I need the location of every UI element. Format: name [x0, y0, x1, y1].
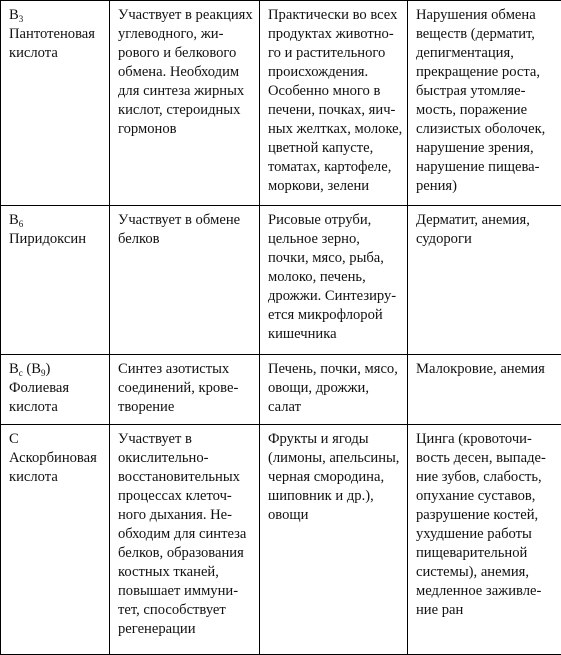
deficiency-line: слизистых оболочек,: [416, 120, 557, 139]
role-line: белков: [118, 230, 255, 249]
table-row: [1, 1, 561, 206]
deficiency-line: разрушение костей,: [416, 506, 557, 525]
deficiency-line: быстрая утомляе-: [416, 82, 557, 101]
sources-cell: [260, 1, 408, 206]
deficiency-line: вость десен, выпаде-: [416, 449, 557, 468]
vitamin-name-line: Аскорбиновая: [9, 449, 105, 468]
role-line: Синтез азотистых: [118, 360, 255, 379]
role-line: гормонов: [118, 120, 255, 139]
sources-line: шиповник и др.),: [268, 487, 403, 506]
vitamin-name-line: кислота: [9, 468, 105, 487]
vitamin-cell: [1, 355, 110, 425]
sources-line: дрожжи. Синтезиру-: [268, 287, 403, 306]
deficiency-line: депигментация,: [416, 44, 557, 63]
role-cell: [110, 425, 260, 655]
vitamin-cell: [1, 206, 110, 355]
deficiency-line: судороги: [416, 230, 557, 249]
role-line: окислительно-: [118, 449, 255, 468]
role-line: для синтеза жирных: [118, 82, 255, 101]
deficiency-line: прекращение роста,: [416, 63, 557, 82]
deficiency-line: мость, поражение: [416, 101, 557, 120]
role-line: обмена. Необходим: [118, 63, 255, 82]
sources-line: овощи, дрожжи,: [268, 379, 403, 398]
sources-line: Рисовые отруби,: [268, 211, 403, 230]
sources-line: печени, почках, яич-: [268, 101, 403, 120]
deficiency-line: опухание суставов,: [416, 487, 557, 506]
deficiency-line: ухудшение работы: [416, 525, 557, 544]
role-cell: [110, 355, 260, 425]
role-line: обходим для синтеза: [118, 525, 255, 544]
sources-line: ных желтках, молоке,: [268, 120, 403, 139]
deficiency-line: веществ (дерматит,: [416, 25, 557, 44]
vitamin-name-line: Фолиевая: [9, 379, 105, 398]
vitamin-code: $B_3$: [9, 6, 105, 25]
sources-line: Особенно много в: [268, 82, 403, 101]
deficiency-line: ние ран: [416, 601, 557, 620]
sources-line: цветной капусте,: [268, 139, 403, 158]
role-line: процессах клеточ-: [118, 487, 255, 506]
role-line: углеводного, жи-: [118, 25, 255, 44]
role-line: ного дыхания. Не-: [118, 506, 255, 525]
role-line: кислот, стероидных: [118, 101, 255, 120]
sources-cell: [260, 355, 408, 425]
vitamin-table-body: [1, 1, 561, 655]
sources-line: происхождения.: [268, 63, 403, 82]
sources-line: молоко, печень,: [268, 268, 403, 287]
deficiency-line: Дерматит, анемия,: [416, 211, 557, 230]
deficiency-cell: [408, 355, 561, 425]
deficiency-line: Малокровие, анемия: [416, 360, 557, 379]
sources-line: почки, мясо, рыба,: [268, 249, 403, 268]
sources-line: салат: [268, 398, 403, 417]
role-line: Участвует в реакциях: [118, 6, 255, 25]
sources-line: цельное зерно,: [268, 230, 403, 249]
sources-line: томатах, картофеле,: [268, 158, 403, 177]
deficiency-line: нарушение зрения,: [416, 139, 557, 158]
role-cell: [110, 1, 260, 206]
role-cell: [110, 206, 260, 355]
sources-line: кишечника: [268, 325, 403, 344]
deficiency-line: ние зубов, слабость,: [416, 468, 557, 487]
role-line: Участвует в обмене: [118, 211, 255, 230]
sources-line: Печень, почки, мясо,: [268, 360, 403, 379]
role-line: тет, способствует: [118, 601, 255, 620]
role-line: восстановительных: [118, 468, 255, 487]
vitamin-code: C: [9, 430, 105, 449]
vitamin-name-line: Пиридоксин: [9, 230, 105, 249]
deficiency-line: медленное заживле-: [416, 582, 557, 601]
deficiency-line: Нарушения обмена: [416, 6, 557, 25]
sources-line: Практически во всех: [268, 6, 403, 25]
role-line: творение: [118, 398, 255, 417]
sources-cell: [260, 425, 408, 655]
sources-line: Фрукты и ягоды: [268, 430, 403, 449]
deficiency-cell: [408, 425, 561, 655]
deficiency-line: нарушение пищева-: [416, 158, 557, 177]
table-row: [1, 355, 561, 425]
vitamin-cell: [1, 425, 110, 655]
table-row: [1, 206, 561, 355]
sources-line: го и растительного: [268, 44, 403, 63]
table-row: [1, 425, 561, 655]
vitamin-cell: [1, 1, 110, 206]
vitamin-code: $B_c$ $(B_9)$: [9, 360, 105, 379]
sources-line: овощи: [268, 506, 403, 525]
vitamin-code: $B_6$: [9, 211, 105, 230]
deficiency-cell: [408, 206, 561, 355]
sources-line: черная смородина,: [268, 468, 403, 487]
vitamin-name-line: кислота: [9, 44, 105, 63]
sources-cell: [260, 206, 408, 355]
deficiency-line: Цинга (кровоточи-: [416, 430, 557, 449]
role-line: Участвует в: [118, 430, 255, 449]
vitamin-name-line: кислота: [9, 398, 105, 417]
role-line: рового и белкового: [118, 44, 255, 63]
role-line: повышает иммуни-: [118, 582, 255, 601]
role-line: соединений, крове-: [118, 379, 255, 398]
role-line: белков, образования: [118, 544, 255, 563]
sources-line: ется микрофлорой: [268, 306, 403, 325]
role-line: костных тканей,: [118, 563, 255, 582]
role-line: регенерации: [118, 620, 255, 639]
vitamin-name-line: Пантотеновая: [9, 25, 105, 44]
sources-line: продуктах животно-: [268, 25, 403, 44]
deficiency-line: системы), анемия,: [416, 563, 557, 582]
deficiency-line: пищеварительной: [416, 544, 557, 563]
deficiency-line: рения): [416, 177, 557, 196]
deficiency-cell: [408, 1, 561, 206]
sources-line: моркови, зелени: [268, 177, 403, 196]
sources-line: (лимоны, апельсины,: [268, 449, 403, 468]
